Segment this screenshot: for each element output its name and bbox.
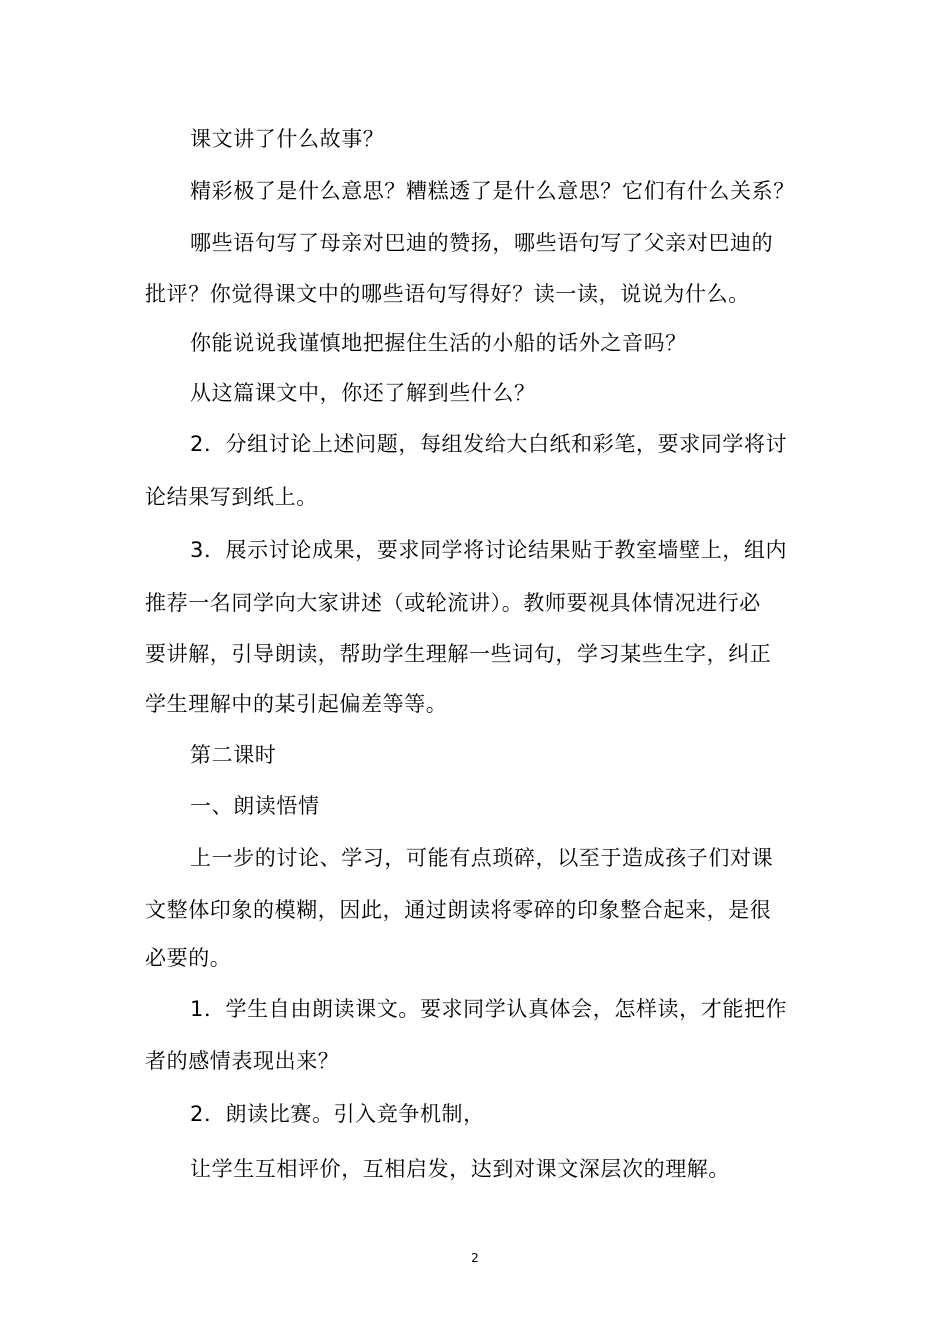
text-line: 必要的。	[145, 946, 232, 970]
text-line: 让学生互相评价，互相启发，达到对课文深层次的理解。	[190, 1157, 730, 1181]
text-line: 你能说说我谨慎地把握住生活的小船的话外之音吗？	[190, 331, 687, 355]
section-heading: 一、朗读悟情	[190, 794, 320, 818]
text-line: 推荐一名同学向大家讲述（或轮流讲）。教师要视具体情况进行必	[145, 591, 761, 615]
text-line: 文整体印象的模糊，因此，通过朗读将零碎的印象整合起来，是很	[145, 898, 772, 922]
text-line: 要讲解，引导朗读，帮助学生理解一些词句，学习某些生字，纠正	[145, 642, 772, 666]
text-line: 3．展示讨论成果，要求同学将讨论结果贴于教室墙壁上，组内	[190, 538, 788, 562]
text-line: 从这篇课文中，你还了解到些什么？	[190, 381, 536, 405]
page-number: 2	[471, 1251, 479, 1265]
text-line: 2．朗读比赛。引入竞争机制，	[190, 1102, 485, 1126]
text-line: 上一步的讨论、学习，可能有点琐碎，以至于造成孩子们对课	[190, 846, 774, 870]
text-line: 精彩极了是什么意思？糟糕透了是什么意思？它们有什么关系？	[190, 179, 795, 203]
text-line: 学生理解中的某引起偏差等等。	[145, 692, 448, 716]
text-line: 论结果写到纸上。	[145, 485, 318, 509]
text-line: 者的感情表现出来？	[145, 1049, 340, 1073]
text-line: 课文讲了什么故事？	[190, 127, 385, 151]
text-line: 批评？你觉得课文中的哪些语句写得好？读一读，说说为什么。	[145, 282, 750, 306]
text-line: 1．学生自由朗读课文。要求同学认真体会，怎样读，才能把作	[190, 997, 788, 1021]
text-line: 哪些语句写了母亲对巴迪的赞扬，哪些语句写了父亲对巴迪的	[190, 231, 774, 255]
section-heading: 第二课时	[190, 743, 277, 767]
text-line: 2．分组讨论上述问题，每组发给大白纸和彩笔，要求同学将讨	[190, 432, 788, 456]
